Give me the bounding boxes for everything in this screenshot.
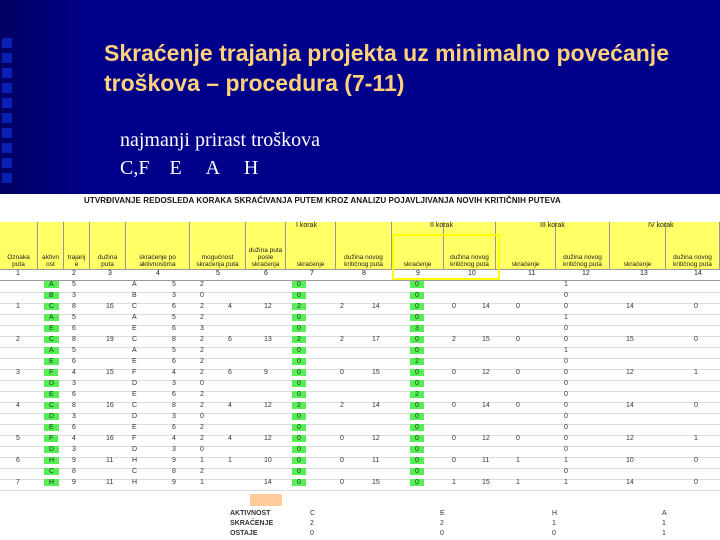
table-cell: A [132, 281, 137, 288]
table-cell: 15 [372, 369, 380, 376]
table-cell: 2 [200, 402, 204, 409]
table-cell: 0 [292, 468, 306, 475]
table-cell: A [132, 314, 137, 321]
table-row [0, 478, 720, 491]
table-cell: 0 [292, 347, 306, 354]
table-cell: 6 [228, 336, 232, 343]
table-cell: C [44, 402, 59, 409]
table-cell: 0 [292, 413, 306, 420]
table-cell: 0 [564, 413, 568, 420]
table-cell: 14 [626, 303, 634, 310]
table-cell: 1 [564, 457, 568, 464]
table-cell: 0 [410, 479, 424, 486]
table-cell: 14 [372, 303, 380, 310]
footer-value: A [662, 510, 667, 517]
table-cell: 0 [292, 358, 306, 365]
col-number: 2 [72, 270, 76, 277]
header-cell: mogućnost skraćenja puta [190, 222, 246, 270]
table-cell: 4 [16, 402, 20, 409]
table-cell: 15 [626, 336, 634, 343]
table-cell: 0 [292, 424, 306, 431]
table-cell: 0 [410, 292, 424, 299]
table-cell: 0 [564, 292, 568, 299]
col-number: 12 [582, 270, 590, 277]
table-cell: 15 [482, 336, 490, 343]
table-cell: 0 [410, 380, 424, 387]
table-cell: 8 [172, 468, 176, 475]
table-cell: 1 [564, 281, 568, 288]
table-cell: 3 [16, 369, 20, 376]
table-cell: 9 [72, 457, 76, 464]
header-cell: dužina puta posle skraćenja [246, 222, 286, 270]
table-cell: 0 [564, 380, 568, 387]
col-number: 10 [468, 270, 476, 277]
table-cell: 0 [516, 369, 520, 376]
table-cell: 2 [410, 358, 424, 365]
table-cell: C [44, 468, 59, 475]
table-cell: 6 [172, 391, 176, 398]
table-cell: 0 [564, 358, 568, 365]
table-cell: 2 [452, 336, 456, 343]
table-cell: 0 [516, 402, 520, 409]
table-cell: 0 [292, 292, 306, 299]
table-cell: E [44, 391, 59, 398]
spreadsheet [0, 194, 720, 540]
table-cell: 3 [72, 446, 76, 453]
col-number: 8 [362, 270, 366, 277]
table-cell: 0 [292, 325, 306, 332]
table-cell: 0 [410, 446, 424, 453]
table-cell: 5 [172, 347, 176, 354]
header-cell: skraćenje [610, 222, 666, 270]
footer-skracenje-label: SKRAĆENJE [230, 520, 274, 527]
table-cell: 3 [172, 380, 176, 387]
table-cell: 0 [292, 457, 306, 464]
table-cell: 0 [564, 435, 568, 442]
table-cell: 0 [200, 380, 204, 387]
table-cell: 4 [228, 435, 232, 442]
footer-value: H [552, 510, 558, 517]
table-cell: D [132, 413, 138, 420]
table-cell: 1 [16, 303, 20, 310]
table-cell: 9 [72, 479, 76, 486]
table-cell: 2 [200, 281, 204, 288]
col-number: 14 [694, 270, 702, 277]
footer-value: 2 [310, 520, 314, 527]
table-cell: 12 [482, 435, 490, 442]
table-cell: 8 [72, 336, 76, 343]
table-cell: 0 [694, 457, 698, 464]
table-cell: 0 [452, 435, 456, 442]
table-cell: 0 [410, 347, 424, 354]
table-cell: H [44, 457, 59, 464]
table-cell: D [44, 446, 59, 453]
table-cell: 5 [72, 281, 76, 288]
table-cell: 0 [564, 369, 568, 376]
col-number: 13 [640, 270, 648, 277]
table-cell: 0 [410, 468, 424, 475]
header-cell: dužina novog kritičnog puta [666, 222, 720, 270]
table-cell: 0 [516, 435, 520, 442]
table-cell: D [132, 380, 138, 387]
table-cell: 3 [72, 380, 76, 387]
table-cell: 2 [200, 369, 204, 376]
table-cell: 0 [410, 413, 424, 420]
table-cell: 0 [694, 336, 698, 343]
table-cell: 0 [516, 336, 520, 343]
table-cell: 0 [564, 468, 568, 475]
table-cell: 0 [694, 402, 698, 409]
table-cell: 0 [410, 402, 424, 409]
table-cell: 10 [626, 457, 634, 464]
table-cell: 0 [200, 446, 204, 453]
table-cell: 1 [228, 457, 232, 464]
table-cell: F [44, 369, 58, 376]
table-cell: 16 [106, 303, 114, 310]
table-cell: 4 [228, 402, 232, 409]
table-cell: 0 [292, 391, 306, 398]
footer-value: 1 [552, 520, 556, 527]
subtitle-line-2: C,F E A H [120, 157, 259, 179]
table-cell: 3 [72, 413, 76, 420]
table-cell: F [44, 435, 58, 442]
table-cell: 12 [264, 402, 272, 409]
col-number: 3 [108, 270, 112, 277]
table-cell: 0 [292, 479, 306, 486]
table-cell: 0 [292, 380, 306, 387]
table-cell: F [132, 435, 137, 442]
table-cell: 0 [694, 479, 698, 486]
table-cell: 10 [264, 457, 272, 464]
footer-value: 2 [440, 520, 444, 527]
table-cell: 8 [172, 402, 176, 409]
table-cell: 0 [564, 303, 568, 310]
col-number: 7 [310, 270, 314, 277]
header-cell: dužina puta [90, 222, 126, 270]
table-cell: 2 [340, 402, 344, 409]
table-cell: 4 [72, 435, 76, 442]
table-cell: 2 [200, 314, 204, 321]
table-cell: 5 [172, 314, 176, 321]
table-cell: 8 [172, 336, 176, 343]
table-cell: C [132, 468, 138, 475]
table-cell: 0 [340, 457, 344, 464]
header-cell: aktivn ost [38, 222, 64, 270]
col-number: 9 [416, 270, 420, 277]
table-cell: 2 [200, 468, 204, 475]
col-number: 4 [156, 270, 160, 277]
table-cell: 0 [292, 369, 306, 376]
table-cell: 0 [516, 303, 520, 310]
footer-ostaje-label: OSTAJE [230, 530, 258, 537]
table-cell: 19 [106, 336, 114, 343]
table-cell: 0 [410, 369, 424, 376]
table-cell: 5 [72, 314, 76, 321]
table-cell: 6 [72, 325, 76, 332]
table-cell: 17 [372, 336, 380, 343]
table-cell: 3 [72, 292, 76, 299]
footer-value: E [440, 510, 445, 517]
table-cell: 9 [172, 479, 176, 486]
col-number: 5 [216, 270, 220, 277]
table-cell: A [44, 347, 59, 354]
table-cell: C [132, 303, 138, 310]
table-cell: D [132, 446, 138, 453]
table-cell: 5 [72, 347, 76, 354]
header-cell: skraćenje po aktivnostima [126, 222, 190, 270]
table-cell: 1 [694, 435, 698, 442]
table-cell: 0 [410, 424, 424, 431]
table-cell: E [44, 424, 59, 431]
step-label: I korak [296, 222, 318, 229]
table-cell: 14 [482, 402, 490, 409]
table-cell: 2 [200, 347, 204, 354]
table-cell: E [132, 325, 137, 332]
table-cell: D [44, 413, 59, 420]
table-cell: 0 [410, 457, 424, 464]
table-cell: 14 [626, 402, 634, 409]
subtitle-line-1: najmanji prirast troškova [120, 129, 320, 151]
table-cell: 11 [106, 479, 114, 486]
table-cell: 11 [482, 457, 490, 464]
table-cell: 2 [340, 303, 344, 310]
col-number: 6 [264, 270, 268, 277]
table-cell: 2 [340, 336, 344, 343]
footer-value: 0 [552, 530, 556, 537]
table-cell: H [44, 479, 59, 486]
table-cell: 2 [200, 336, 204, 343]
table-cell: 0 [292, 281, 306, 288]
table-cell: 0 [292, 314, 306, 321]
table-cell: 2 [200, 424, 204, 431]
table-cell: 1 [564, 479, 568, 486]
highlight-cell [250, 494, 282, 506]
table-cell: 2 [410, 391, 424, 398]
table-cell: 8 [72, 468, 76, 475]
table-cell: 14 [264, 479, 272, 486]
table-cell: 0 [410, 336, 424, 343]
table-cell: 2 [292, 336, 306, 343]
table-cell: 13 [264, 336, 272, 343]
table-cell: 0 [200, 292, 204, 299]
table-cell: 6 [172, 424, 176, 431]
table-cell: 14 [372, 402, 380, 409]
table-cell: B [132, 292, 137, 299]
table-cell: 0 [564, 402, 568, 409]
table-cell: 0 [564, 446, 568, 453]
table-cell: 0 [340, 479, 344, 486]
selected-header-box [392, 234, 500, 280]
table-cell: A [132, 347, 137, 354]
table-cell: 4 [72, 369, 76, 376]
table-cell: 6 [72, 424, 76, 431]
header-cell: dužina novog kritičnog puta [444, 222, 496, 270]
footer-value: 0 [440, 530, 444, 537]
table-cell: 0 [340, 369, 344, 376]
slide-title: Skraćenje trajanja projekta uz minimalno povećanje troškova – procedura (7-11) [104, 40, 669, 96]
table-cell: E [132, 391, 137, 398]
table-cell: F [132, 369, 137, 376]
table-cell: 9 [172, 457, 176, 464]
table-cell: 4 [172, 435, 176, 442]
table-cell: 2 [16, 336, 20, 343]
header-cell: dužina novog kritičnog puta [556, 222, 610, 270]
table-cell: 0 [410, 281, 424, 288]
table-cell: 15 [372, 479, 380, 486]
sheet-title: UTVRĐIVANJE REDOSLEDA KORAKA SKRAĆIVANJA PUTEM KROZ ANALIZU POJAVLJIVANJA NOVIH KRITIČNIH PUTEVA [84, 196, 561, 205]
col-number: 11 [528, 270, 536, 277]
table-cell: 15 [106, 369, 114, 376]
table-cell: 6 [172, 325, 176, 332]
table-cell: 0 [410, 435, 424, 442]
header-cell: skraćenje [392, 222, 444, 270]
table-cell: 0 [452, 303, 456, 310]
table-cell: 7 [16, 479, 20, 486]
table-cell: 0 [452, 369, 456, 376]
table-cell: C [132, 336, 138, 343]
table-cell: 0 [292, 446, 306, 453]
table-cell: 3 [200, 325, 204, 332]
table-cell: 3 [172, 446, 176, 453]
table-cell: 5 [172, 281, 176, 288]
table-cell: E [44, 325, 59, 332]
table-cell: 0 [410, 314, 424, 321]
table-cell: C [44, 336, 59, 343]
table-cell: 0 [292, 435, 306, 442]
table-cell: E [132, 424, 137, 431]
step-label: II korak [430, 222, 453, 229]
table-cell: 0 [564, 336, 568, 343]
table-cell: 16 [106, 402, 114, 409]
table-cell: 1 [564, 314, 568, 321]
table-cell: 12 [264, 303, 272, 310]
decorative-squares [0, 38, 14, 188]
footer-value: 0 [310, 530, 314, 537]
table-cell: 1 [516, 479, 520, 486]
table-cell: 0 [564, 325, 568, 332]
table-cell: 2 [292, 402, 306, 409]
col-number: 1 [16, 270, 20, 277]
table-cell: 6 [16, 457, 20, 464]
table-cell: 8 [72, 303, 76, 310]
table-cell: 5 [16, 435, 20, 442]
table-cell: 0 [410, 303, 424, 310]
table-cell: 2 [292, 303, 306, 310]
header-cell: Oznaka puta [0, 222, 38, 270]
table-cell: 6 [172, 303, 176, 310]
table-cell: 3 [172, 413, 176, 420]
header-cell: skraćenje [286, 222, 336, 270]
table-cell: 2 [200, 391, 204, 398]
table-cell: 9 [264, 369, 268, 376]
table-cell: 14 [626, 479, 634, 486]
table-cell: H [132, 479, 138, 486]
table-cell: A [44, 314, 59, 321]
table-cell: 12 [372, 435, 380, 442]
table-cell: 1 [516, 457, 520, 464]
header-cell: dužina novog kritičnog puta [336, 222, 392, 270]
table-cell: 15 [482, 479, 490, 486]
table-cell: 12 [626, 435, 634, 442]
table-cell: 6 [72, 358, 76, 365]
table-cell: 2 [200, 303, 204, 310]
footer-aktivnost-label: AKTIVNOST [230, 510, 271, 517]
table-cell: 1 [694, 369, 698, 376]
table-cell: 0 [340, 435, 344, 442]
table-cell: 6 [228, 369, 232, 376]
table-cell: 0 [564, 391, 568, 398]
table-cell: D [44, 380, 59, 387]
table-cell: A [44, 281, 59, 288]
table-cell: 1 [200, 479, 204, 486]
table-cell: C [132, 402, 138, 409]
footer-value: C [310, 510, 316, 517]
header-cell: trajanj e [64, 222, 90, 270]
table-cell: 4 [228, 303, 232, 310]
table-cell: 11 [372, 457, 380, 464]
table-cell: 4 [172, 369, 176, 376]
table-cell: B [44, 292, 59, 299]
footer-value: 1 [662, 530, 666, 537]
table-cell: 14 [482, 303, 490, 310]
table-cell: 3 [172, 292, 176, 299]
table-cell: 1 [452, 479, 456, 486]
table-cell: 0 [694, 303, 698, 310]
table-cell: 16 [106, 435, 114, 442]
table-cell: 0 [200, 413, 204, 420]
table-cell: 11 [106, 457, 114, 464]
table-cell: H [132, 457, 138, 464]
table-cell: 12 [482, 369, 490, 376]
footer-value: 1 [662, 520, 666, 527]
table-cell: 8 [72, 402, 76, 409]
step-label: III korak [540, 222, 565, 229]
step-label: IV korak [648, 222, 674, 229]
table-cell: 12 [626, 369, 634, 376]
table-cell: 3 [410, 325, 424, 332]
table-cell: 2 [200, 358, 204, 365]
table-cell: E [44, 358, 59, 365]
table-cell: 12 [264, 435, 272, 442]
table-cell: 0 [564, 424, 568, 431]
header-cell: skraćenje [496, 222, 556, 270]
table-cell: E [132, 358, 137, 365]
table-cell: 2 [200, 435, 204, 442]
table-cell: C [44, 303, 59, 310]
table-cell: 1 [200, 457, 204, 464]
table-cell: 6 [172, 358, 176, 365]
table-cell: 6 [72, 391, 76, 398]
table-cell: 0 [452, 457, 456, 464]
table-cell: 0 [452, 402, 456, 409]
table-cell: 1 [564, 347, 568, 354]
slide-subtitle [120, 126, 320, 182]
